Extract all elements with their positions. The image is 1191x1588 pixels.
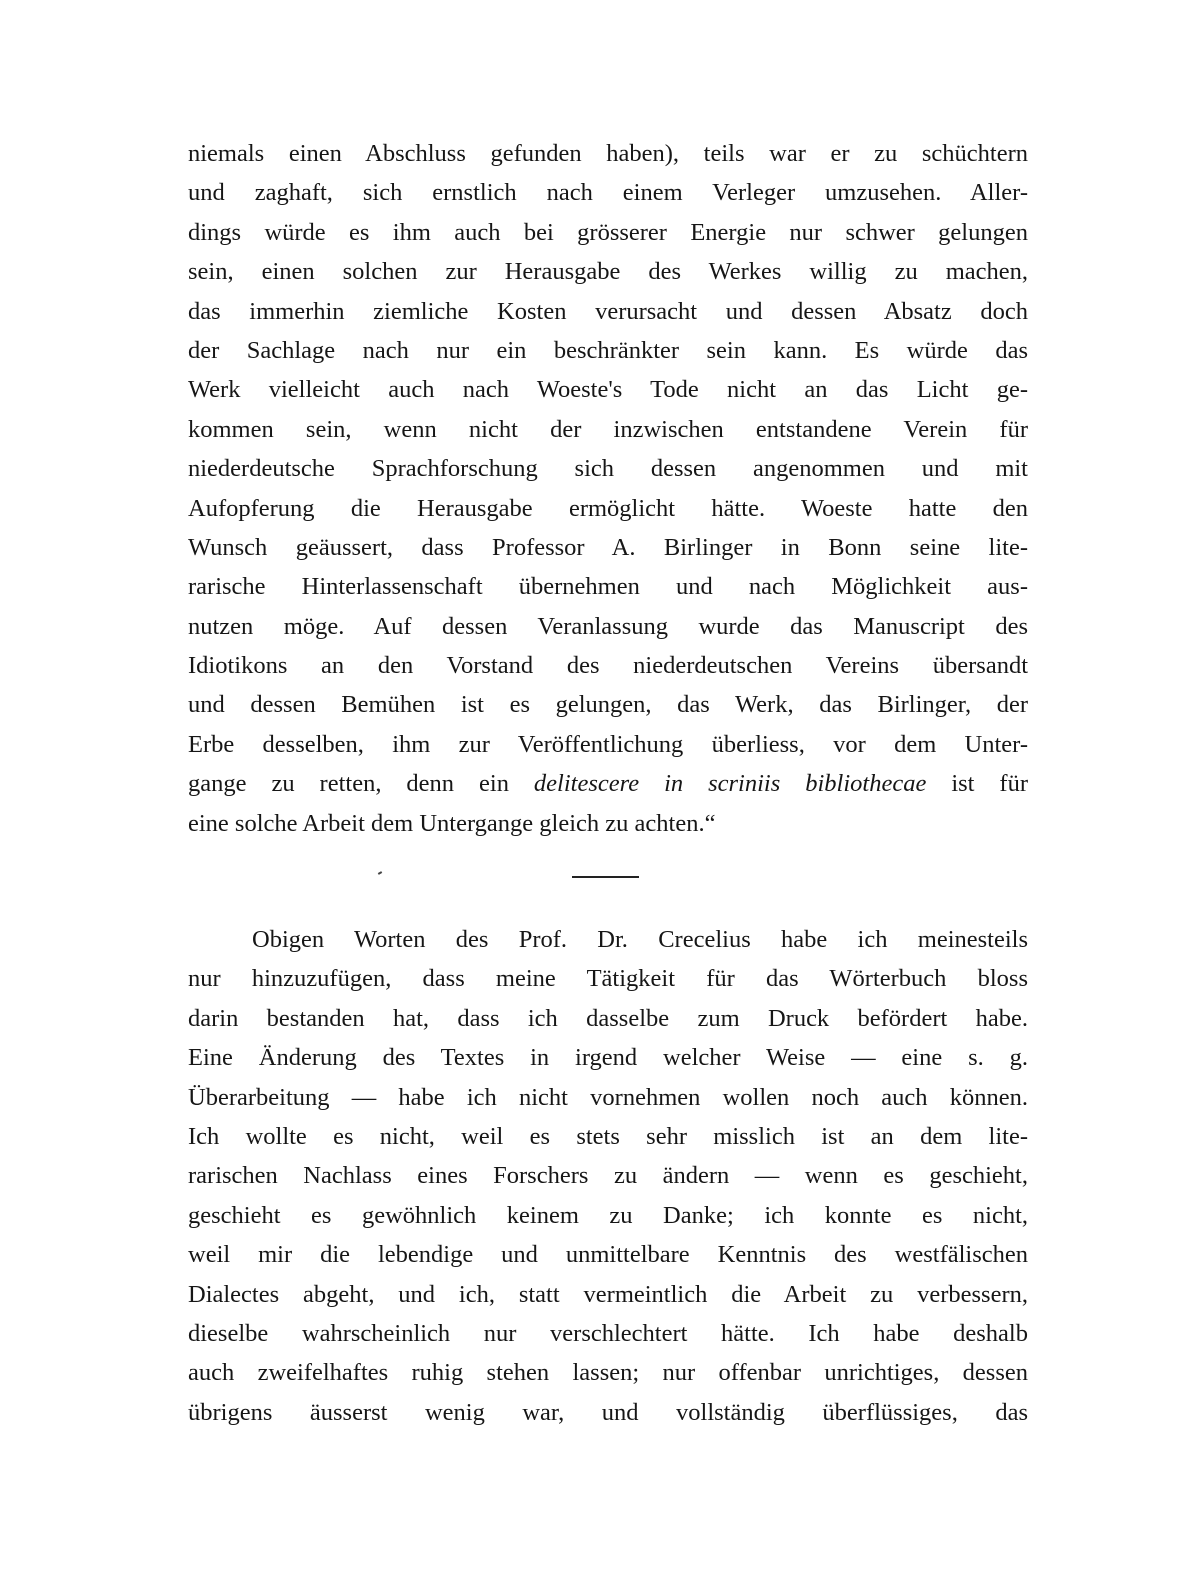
text-line: auch zweifelhaftes ruhig stehen lassen; nur offenbar unrichtiges, dessen: [188, 1359, 1028, 1387]
text-line: Aufopferung die Herausgabe ermöglicht hätte. Woeste hatte den: [188, 494, 1028, 522]
text-line: niederdeutsche Sprachforschung sich dessen angenommen und mit: [188, 455, 1028, 483]
text-line: Erbe desselben, ihm zur Veröffentlichung überliess, vor dem Unter-: [188, 730, 1028, 758]
text-line: eine solche Arbeit dem Untergange gleich zu achten.“: [188, 809, 716, 837]
text-line: und zaghaft, sich ernstlich nach einem Verleger umzusehen. Aller-: [188, 179, 1028, 207]
text-line: das immerhin ziemliche Kosten verursacht und dessen Absatz doch: [188, 297, 1028, 325]
text-line: der Sachlage nach nur ein beschränkter sein kann. Es würde das: [188, 336, 1028, 364]
text-line: rarische Hinterlassenschaft übernehmen und nach Möglichkeit aus-: [188, 573, 1028, 601]
text-segment: gange zu retten, denn ein: [188, 770, 534, 798]
text-line: weil mir die lebendige und unmittelbare Kenntnis des westfälischen: [188, 1241, 1028, 1269]
text-line: Werk vielleicht auch nach Woeste's Tode nicht an das Licht ge-: [188, 376, 1028, 404]
text-line: Obigen Worten des Prof. Dr. Crecelius habe ich meinesteils: [252, 926, 1028, 953]
text-line: und dessen Bemühen ist es gelungen, das Werk, das Birlinger, der: [188, 691, 1028, 719]
text-line: Dialectes abgeht, und ich, statt vermeintlich die Arbeit zu verbessern,: [188, 1280, 1028, 1308]
text-segment: ist für: [926, 770, 1028, 798]
print-speck: [378, 871, 382, 875]
text-line-with-latin-quote: [188, 764, 1028, 803]
text-line: dieselbe wahrscheinlich nur verschlechtert hätte. Ich habe deshalb: [188, 1319, 1028, 1347]
text-line: niemals einen Abschluss gefunden haben), teils war er zu schüchtern: [188, 140, 1028, 167]
text-line: sein, einen solchen zur Herausgabe des Werkes willig zu machen,: [188, 258, 1028, 286]
text-line: dings würde es ihm auch bei grösserer Energie nur schwer gelungen: [188, 218, 1028, 246]
section-divider: [572, 876, 639, 878]
text-line: Ich wollte es nicht, weil es stets sehr misslich ist an dem lite-: [188, 1122, 1028, 1150]
text-line: rarischen Nachlass eines Forschers zu ändern — wenn es geschieht,: [188, 1162, 1028, 1190]
text-line: Überarbeitung — habe ich nicht vornehmen wollen noch auch können.: [188, 1083, 1028, 1111]
text-line: geschieht es gewöhnlich keinem zu Danke; ich konnte es nicht,: [188, 1201, 1028, 1229]
text-line: darin bestanden hat, dass ich dasselbe zum Druck befördert habe.: [188, 1004, 1028, 1032]
text-line: kommen sein, wenn nicht der inzwischen entstandene Verein für: [188, 415, 1028, 443]
text-line: übrigens äusserst wenig war, und vollständig überflüssiges, das: [188, 1398, 1028, 1426]
paragraph-1: [188, 134, 1028, 843]
text-line: nur hinzuzufügen, dass meine Tätigkeit für das Wörterbuch bloss: [188, 965, 1028, 993]
text-line: Idiotikons an den Vorstand des niederdeutschen Vereins übersandt: [188, 652, 1028, 680]
text-line: Wunsch geäussert, dass Professor A. Birlinger in Bonn seine lite-: [188, 533, 1028, 561]
latin-quote: delitescere in scriniis bibliothecae: [533, 770, 927, 798]
text-line: nutzen möge. Auf dessen Veranlassung wurde das Manuscript des: [188, 612, 1028, 640]
text-line: Eine Änderung des Textes in irgend welcher Weise — eine s. g.: [188, 1044, 1028, 1072]
paragraph-2: [188, 920, 1028, 1432]
